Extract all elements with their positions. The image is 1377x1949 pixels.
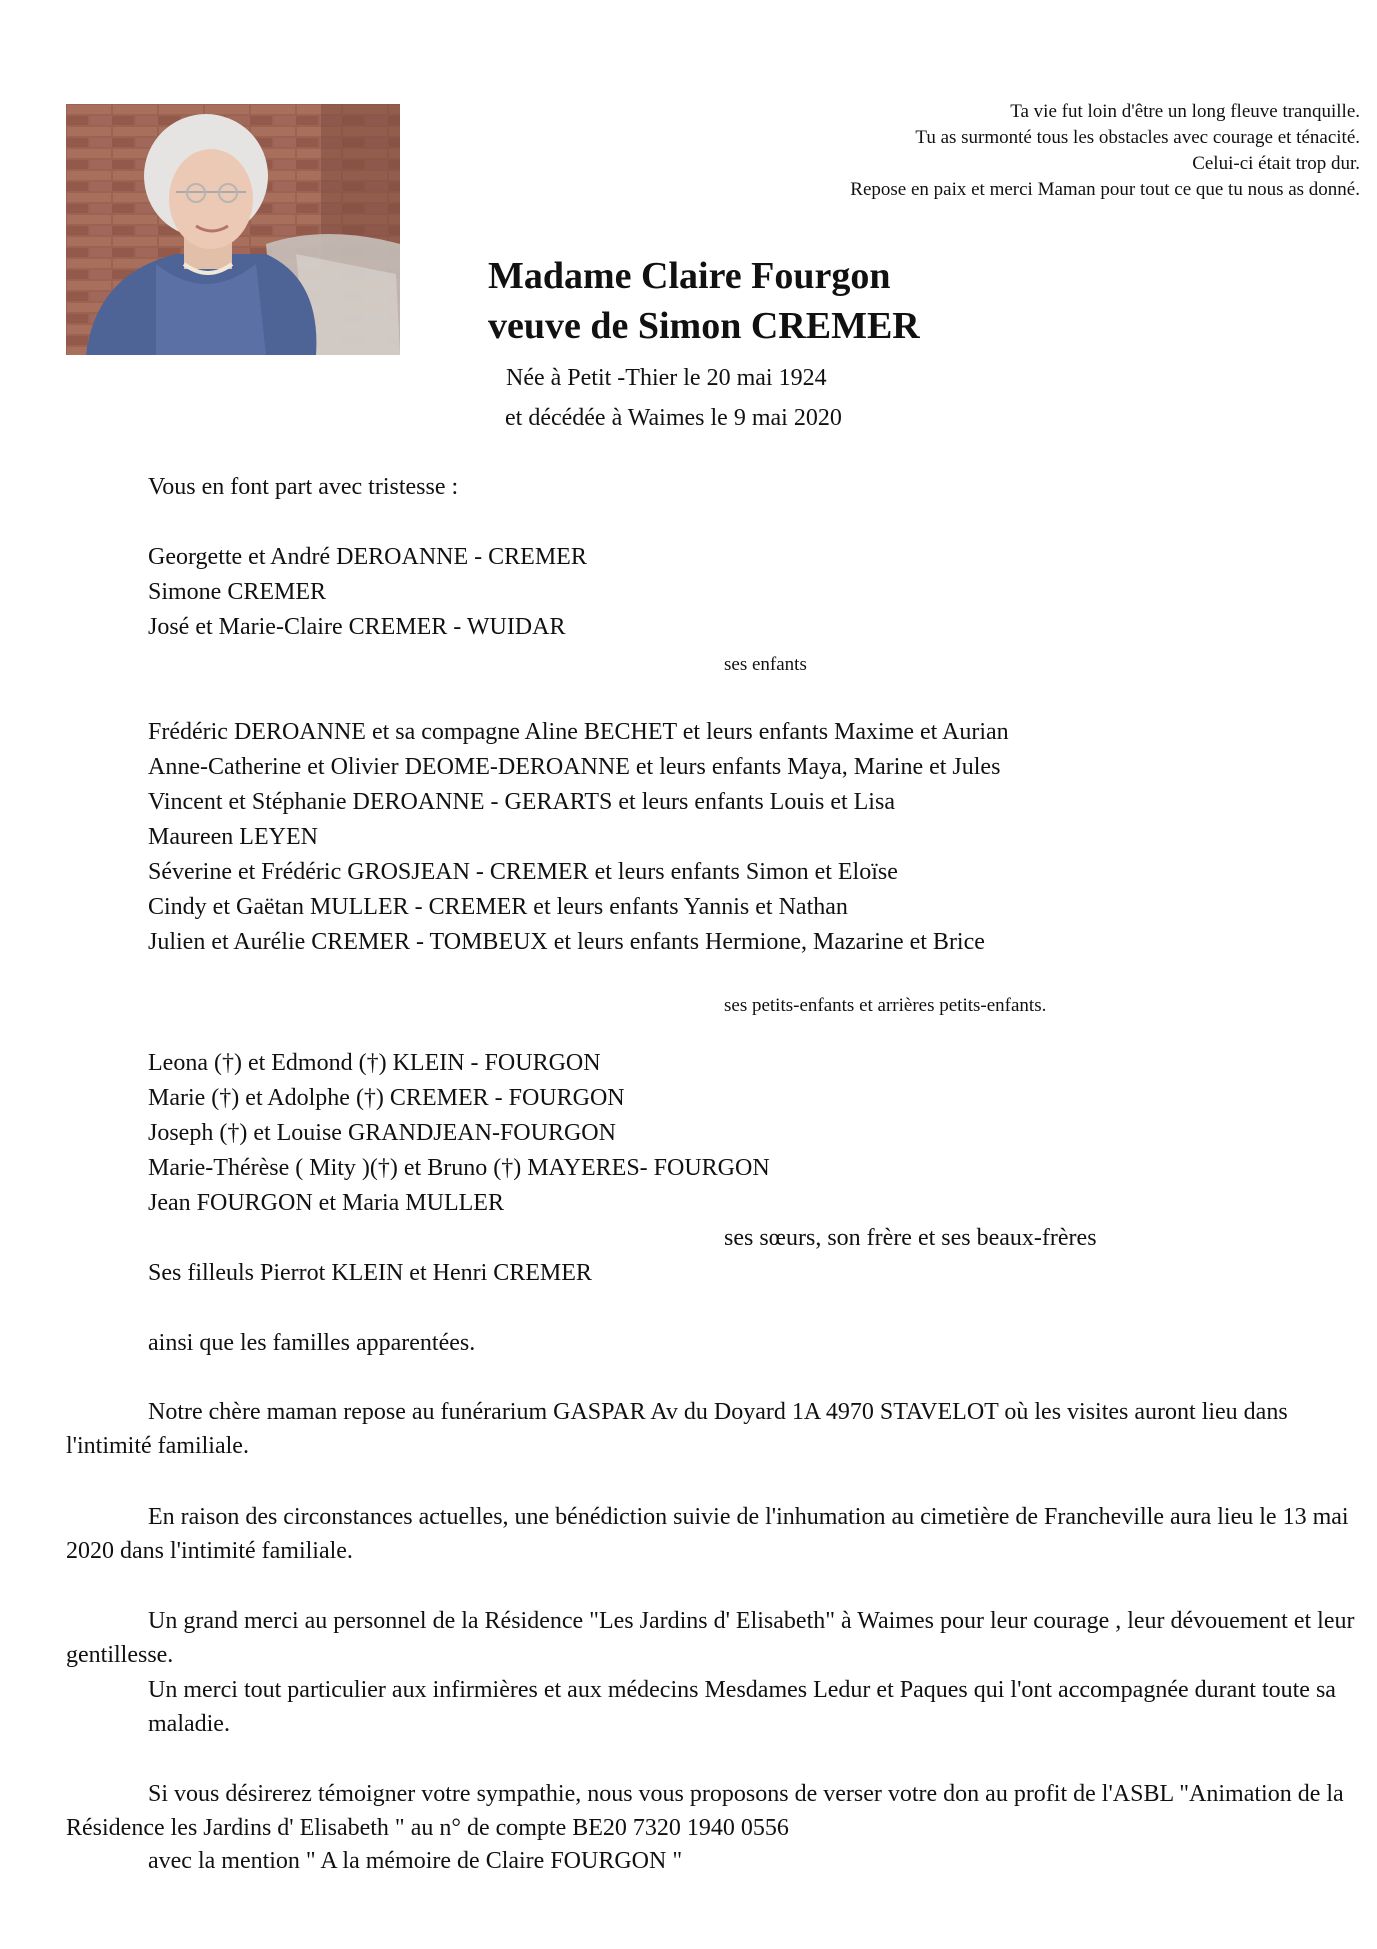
grandchild-line: Julien et Aurélie CREMER - TOMBEUX et leurs enfants Hermione, Mazarine et Brice	[148, 929, 985, 955]
poem-line-2: Tu as surmonté tous les obstacles avec courage et ténacité.	[915, 127, 1360, 148]
child-line: Simone CREMER	[148, 579, 327, 605]
grandchild-line: Frédéric DEROANNE et sa compagne Aline BECHET et leurs enfants Maxime et Aurian	[148, 719, 1009, 745]
portrait-image	[66, 104, 400, 355]
intro-text: Vous en font part avec tristesse :	[148, 474, 459, 500]
grandchild-line: Cindy et Gaëtan MULLER - CREMER et leurs enfants Yannis et Nathan	[148, 894, 848, 920]
siblings-label: ses sœurs, son frère et ses beaux-frères	[724, 1225, 1097, 1251]
grandchild-line: Séverine et Frédéric GROSJEAN - CREMER et leurs enfants Simon et Eloïse	[148, 859, 898, 885]
donation-paragraph: Si vous désirerez témoigner votre sympathie, nous vous proposons de verser votre don au profit de l'ASBL "Animation de la Résidence les Jardins d' Elisabeth " au n° de compte BE20 7320 1940 0556	[66, 1781, 1344, 1841]
sibling-line: Marie (†) et Adolphe (†) CREMER - FOURGON	[148, 1085, 625, 1111]
poem-line-1: Ta vie fut loin d'être un long fleuve tranquille.	[1010, 101, 1360, 122]
poem-line-4: Repose en paix et merci Maman pour tout ce que tu nous as donné.	[850, 179, 1360, 200]
grandchildren-label: ses petits-enfants et arrières petits-enfants.	[724, 995, 1047, 1016]
deceased-widow-of: veuve de Simon CREMER	[488, 305, 920, 347]
sibling-line: Jean FOURGON et Maria MULLER	[148, 1190, 504, 1216]
grandchild-line: Maureen LEYEN	[148, 824, 318, 850]
sibling-line: Marie-Thérèse ( Mity )(†) et Bruno (†) MAYERES- FOURGON	[148, 1155, 770, 1181]
families-line: ainsi que les familles apparentées.	[148, 1330, 476, 1356]
poem-line-3: Celui-ci était trop dur.	[1192, 153, 1360, 174]
portrait-photo	[66, 104, 400, 355]
birth-info: Née à Petit -Thier le 20 mai 1924	[506, 365, 827, 391]
donation-mention: avec la mention " A la mémoire de Claire FOURGON "	[148, 1848, 683, 1874]
ceremony-paragraph: En raison des circonstances actuelles, une bénédiction suivie de l'inhumation au cimetière de Francheville aura lieu le 13 mai 2020 dans l'intimité familiale.	[66, 1504, 1349, 1564]
child-line: Georgette et André DEROANNE - CREMER	[148, 544, 587, 570]
child-line: José et Marie-Claire CREMER - WUIDAR	[148, 614, 566, 640]
thanks-particular-paragraph: Un merci tout particulier aux infirmières et aux médecins Mesdames Ledur et Paques qui l'ont accompagnée durant toute sa maladie.	[148, 1677, 1336, 1737]
death-info: et décédée à Waimes le 9 mai 2020	[505, 405, 842, 431]
children-label: ses enfants	[724, 654, 807, 675]
godchildren-line: Ses filleuls Pierrot KLEIN et Henri CREMER	[148, 1260, 592, 1286]
grandchild-line: Anne-Catherine et Olivier DEOME-DEROANNE et leurs enfants Maya, Marine et Jules	[148, 754, 1001, 780]
deceased-name: Madame Claire Fourgon	[488, 255, 891, 297]
funerarium-paragraph: Notre chère maman repose au funérarium GASPAR Av du Doyard 1A 4970 STAVELOT où les visites auront lieu dans l'intimité familiale.	[66, 1399, 1288, 1459]
sibling-line: Leona (†) et Edmond (†) KLEIN - FOURGON	[148, 1050, 601, 1076]
thanks-paragraph: Un grand merci au personnel de la Résidence "Les Jardins d' Elisabeth" à Waimes pour leur courage , leur dévouement et leur gentillesse.	[66, 1608, 1355, 1668]
sibling-line: Joseph (†) et Louise GRANDJEAN-FOURGON	[148, 1120, 616, 1146]
grandchild-line: Vincent et Stéphanie DEROANNE - GERARTS et leurs enfants Louis et Lisa	[148, 789, 895, 815]
